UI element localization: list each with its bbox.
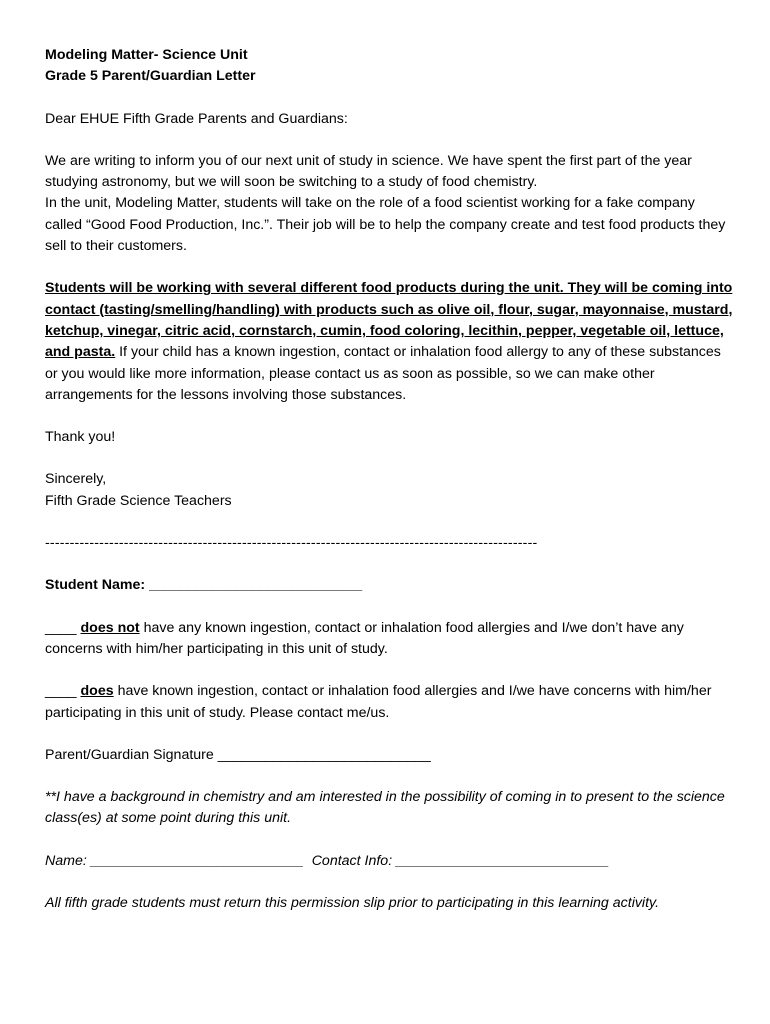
option-does-not [45, 618, 735, 661]
return-slip-note: All fifth grade students must return this permission slip prior to participating in this learning activity. [45, 895, 660, 912]
closing: Sincerely, [45, 471, 107, 488]
student-name-label: Student Name: [45, 577, 146, 594]
option-does-label: does [80, 683, 114, 700]
allergy-instructions-text: If your child has a known ingestion, contact or inhalation food allergy to any of these substances or you would like more information, please contact us as soon as possible, so we can make other arrangements for the lessons involving those substances. [45, 344, 721, 403]
option-does-text: have known ingestion, contact or inhalation food allergies and I/we have concerns with him/her participating in this unit of study. Please contact me/us. [45, 683, 712, 721]
unit-description-paragraph: In the unit, Modeling Matter, students will take on the role of a food scientist working for a fake company called “Good Food Production, Inc.”. Their job will be to help the company create and test food products they sell to their customers. [45, 195, 726, 255]
parent-signature-field[interactable]: ___________________________ [217, 746, 431, 763]
allergy-paragraph [45, 278, 735, 406]
name-field[interactable]: ___________________________ [90, 852, 304, 869]
signature-teachers: Fifth Grade Science Teachers [45, 492, 232, 509]
salutation: Dear EHUE Fifth Grade Parents and Guardians: [45, 110, 348, 127]
contact-info-label: Contact Info: [311, 852, 393, 869]
option-does-not-text: have any known ingestion, contact or inhalation food allergies and I/we don’t have any concerns with him/her participating in this unit of study. [45, 619, 684, 657]
allergy-warning-text: Students will be working with several different food products during the unit. They will be coming into contact (tasting/smelling/handling) with products such as olive oil, flour, sugar, mayonnaise, mustard, ketchup, vinegar, citric acid, cornstarch, cumin, food coloring, lecithin, pepper, vegetable oil, lettuce, and pasta. [45, 280, 733, 361]
contact-info-field[interactable]: ___________________________ [396, 852, 610, 869]
cut-line-separator: ---------------------------------------------------------------------------------------------------- [45, 535, 538, 552]
volunteer-contact-row [45, 851, 735, 872]
parent-signature-label: Parent/Guardian Signature [45, 746, 214, 763]
parent-signature-row [45, 745, 735, 766]
option-does-not-checkline[interactable]: ____ [45, 619, 77, 636]
option-does [45, 681, 735, 724]
title-line-1: Modeling Matter- Science Unit [45, 47, 248, 63]
student-name-row [45, 575, 735, 596]
option-does-checkline[interactable]: ____ [45, 683, 77, 700]
option-does-not-label: does not [80, 619, 140, 636]
student-name-field[interactable]: ___________________________ [149, 577, 363, 594]
letter-page [45, 45, 735, 914]
title-line-2: Grade 5 Parent/Guardian Letter [45, 68, 256, 85]
thank-you: Thank you! [45, 429, 116, 446]
chemistry-note: **I have a background in chemistry and am interested in the possibility of coming in to present to the science class(es) at some point during this unit. [45, 789, 725, 827]
intro-paragraph: We are writing to inform you of our next unit of study in science. We have spent the first part of the year studying astronomy, but we will soon be switching to a study of food chemistry. [45, 152, 692, 191]
name-label: Name: [45, 852, 87, 869]
